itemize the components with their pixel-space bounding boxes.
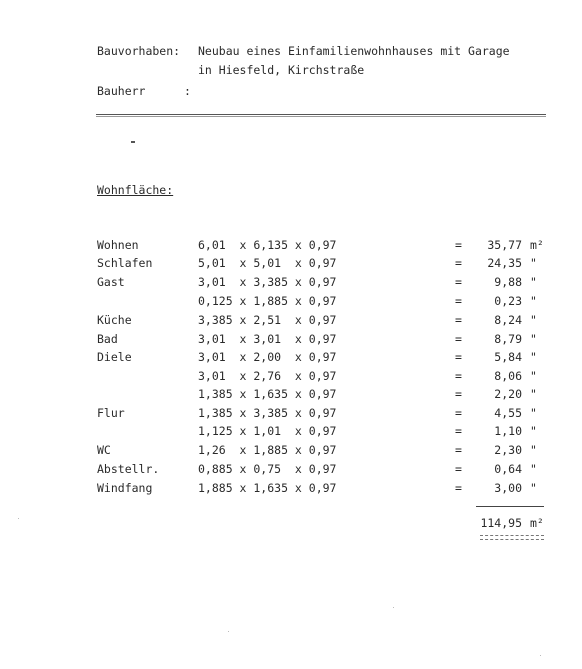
area-unit: " [530,332,537,346]
equals-sign: = [455,406,462,420]
area-unit: " [530,294,537,308]
table-row [0,481,582,499]
dimension-calc: 0,125 x 1,885 x 0,97 [198,294,337,308]
dimension-calc: 3,385 x 2,51 x 0,97 [198,313,337,327]
dimension-calc: 1,385 x 3,385 x 0,97 [198,406,337,420]
area-unit: " [530,256,537,270]
equals-sign: = [455,350,462,364]
scan-speck [228,631,229,632]
room-name: WC [97,443,111,457]
equals-sign: = [455,313,462,327]
dimension-calc: 3,01 x 3,385 x 0,97 [198,275,337,289]
dimension-calc: 3,01 x 3,01 x 0,97 [198,332,337,346]
area-unit: m² [530,238,544,252]
area-unit: " [530,350,537,364]
area-unit: " [530,313,537,327]
area-unit: " [530,387,537,401]
area-unit: " [530,275,537,289]
room-name: Windfang [97,481,153,495]
table-row [0,238,582,256]
equals-sign: = [455,238,462,252]
project-line-1: Neubau eines Einfamilienwohnhauses mit Garage [198,44,510,58]
table-row [0,256,582,274]
room-name: Bad [97,332,118,346]
table-row [0,313,582,331]
area-value: 0,23 [494,294,522,308]
section-title: Wohnfläche: [97,183,174,197]
dimension-calc: 0,885 x 0,75 x 0,97 [198,462,337,476]
project-line-2: in Hiesfeld, Kirchstraße [198,63,365,77]
area-unit: " [530,369,537,383]
equals-sign: = [455,443,462,457]
area-value: 24,35 [487,256,522,270]
room-name: Schlafen [97,256,153,270]
total-rule [476,506,544,507]
room-name: Diele [97,350,132,364]
room-name: Gast [97,275,125,289]
area-value: 9,88 [494,275,522,289]
dimension-calc: 1,125 x 1,01 x 0,97 [198,424,337,438]
equals-sign: = [455,275,462,289]
area-value: 4,55 [494,406,522,420]
room-name: Küche [97,313,132,327]
area-unit: " [530,406,537,420]
total-value: 114,95 [480,516,522,530]
dimension-calc: 6,01 x 6,135 x 0,97 [198,238,337,252]
area-value: 8,06 [494,369,522,383]
table-row [0,369,582,387]
table-row [0,275,582,293]
dimension-calc: 3,01 x 2,76 x 0,97 [198,369,337,383]
dimension-calc: 1,385 x 1,635 x 0,97 [198,387,337,401]
owner-label: Bauherr [97,84,146,98]
room-name: Abstellr. [97,462,160,476]
dimension-calc: 5,01 x 5,01 x 0,97 [198,256,337,270]
header-divider [96,114,546,115]
room-name: Wohnen [97,238,139,252]
area-value: 2,30 [494,443,522,457]
table-row [0,406,582,424]
header-divider-shadow [96,116,546,117]
area-value: 35,77 [487,238,522,252]
equals-sign: = [455,294,462,308]
equals-sign: = [455,256,462,270]
dimension-calc: 1,26 x 1,885 x 0,97 [198,443,337,457]
scan-speck [393,607,394,608]
table-row [0,462,582,480]
area-unit: " [530,462,537,476]
table-row [0,387,582,405]
table-row [0,443,582,461]
project-label: Bauvorhaben: [97,44,181,58]
room-name: Flur [97,406,125,420]
equals-sign: = [455,332,462,346]
scan-speck [18,518,19,519]
area-value: 8,79 [494,332,522,346]
area-unit: " [530,424,537,438]
area-value: 8,24 [494,313,522,327]
table-row [0,350,582,368]
area-value: 3,00 [494,481,522,495]
table-row [0,294,582,312]
equals-sign: = [455,462,462,476]
area-value: 0,64 [494,462,522,476]
ink-mark [131,141,135,143]
area-value: 2,20 [494,387,522,401]
dimension-calc: 3,01 x 2,00 x 0,97 [198,350,337,364]
equals-sign: = [455,387,462,401]
total-unit: m² [530,516,544,530]
table-row [0,424,582,442]
equals-sign: = [455,424,462,438]
area-value: 1,10 [494,424,522,438]
total-double-underline [480,535,544,540]
table-row [0,332,582,350]
area-unit: " [530,481,537,495]
equals-sign: = [455,369,462,383]
owner-colon: : [184,84,191,98]
area-value: 5,84 [494,350,522,364]
scan-speck [540,655,541,656]
dimension-calc: 1,885 x 1,635 x 0,97 [198,481,337,495]
equals-sign: = [455,481,462,495]
area-unit: " [530,443,537,457]
